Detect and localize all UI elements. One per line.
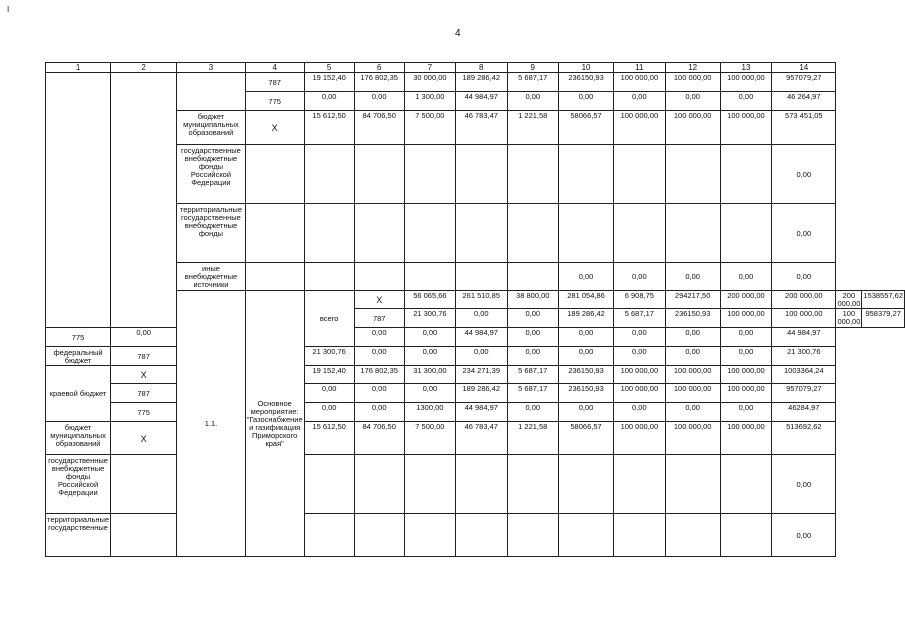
sec1-bmo-col8: 46 783,47 <box>456 422 507 455</box>
sec0-inye-col10: 0,00 <box>558 263 613 291</box>
sec1-kraev-787-col7: 0,00 <box>404 384 455 403</box>
sec1-kraev-787-code: 787 <box>111 384 177 403</box>
sec0-bmo-col11: 100 000,00 <box>614 111 665 145</box>
sec1-kraev-x-col11: 100 000,00 <box>614 366 665 384</box>
sec1-vsego-x-col9: 6 908,75 <box>614 291 665 309</box>
sec0-tgvf-empty <box>354 204 404 263</box>
sec1-vsego-label: всего <box>304 291 354 347</box>
header-col-1: 1 <box>46 63 111 73</box>
sec0-775-col14: 46 264,97 <box>772 92 836 111</box>
sec1-kraev-775-col12: 0,00 <box>665 403 720 422</box>
sec0-bmo-col14: 573 451,05 <box>772 111 836 145</box>
sec1-kraev-775-col9: 0,00 <box>507 403 558 422</box>
budget-table <box>45 62 905 557</box>
page-number: 4 <box>455 28 461 39</box>
sec1-kraev-775-code: 775 <box>111 403 177 422</box>
sec0-name <box>111 73 177 328</box>
sec1-vsego-787-col8: 189 286,42 <box>558 309 613 328</box>
sec1-vsego-787-col6: 0,00 <box>456 309 507 328</box>
sec0-inye-col11: 0,00 <box>614 263 665 291</box>
sec1-vsego-775-col5: 0,00 <box>111 328 177 347</box>
sec0-gvf-empty <box>720 145 771 204</box>
sec1-vsego-775-col7: 0,00 <box>404 328 455 347</box>
sec1-kraev-x-col5: 19 152,40 <box>304 366 354 384</box>
sec0-num <box>46 73 111 328</box>
sec1-kraev-x-col14: 1003364,24 <box>772 366 836 384</box>
sec0-inye-col14: 0,00 <box>772 263 836 291</box>
header-col-9: 9 <box>507 63 558 73</box>
sec0-gvf-empty <box>665 145 720 204</box>
sec1-gvf-empty <box>507 455 558 514</box>
sec0-tgvf-empty <box>456 204 507 263</box>
sec1-tgvf-empty <box>111 514 177 557</box>
sec1-vsego-x-col5: 56 065,66 <box>404 291 455 309</box>
sec1-kraev-775-col7: 1300,00 <box>404 403 455 422</box>
sec0-775-col5: 0,00 <box>304 92 354 111</box>
sec1-tgvf-empty <box>507 514 558 557</box>
sec1-kraev-775-col8: 44 984,97 <box>456 403 507 422</box>
sec1-vsego-787-col9: 5 687,17 <box>614 309 665 328</box>
sec1-kraev-787-col11: 100 000,00 <box>614 384 665 403</box>
sec1-fed-col13: 0,00 <box>720 347 771 366</box>
sec1-gvf-empty <box>558 455 613 514</box>
sec1-bmo-col12: 100 000,00 <box>665 422 720 455</box>
sec0-bmo-col8: 46 783,47 <box>456 111 507 145</box>
sec1-fed-col12: 0,00 <box>665 347 720 366</box>
sec1-kraev-787-col14: 957079,27 <box>772 384 836 403</box>
sec0-tgvf-empty <box>720 204 771 263</box>
table-row <box>46 73 905 92</box>
sec0-bmo-col9: 1 221,58 <box>507 111 558 145</box>
sec1-bmo-col10: 58066,57 <box>558 422 613 455</box>
sec1-vsego-775-col10: 0,00 <box>558 328 613 347</box>
header-col-10: 10 <box>558 63 613 73</box>
sec0-bmo-label: бюджет муниципальных образований <box>177 111 246 145</box>
sec1-tgvf-empty <box>614 514 665 557</box>
sec1-gvf-empty <box>665 455 720 514</box>
sec1-vsego-775-code: 775 <box>46 328 111 347</box>
sec1-gvf-empty <box>456 455 507 514</box>
sec1-kraev-x-col7: 31 300,00 <box>404 366 455 384</box>
sec1-bmo-col11: 100 000,00 <box>614 422 665 455</box>
sec1-vsego-x-col14: 1538557,62 <box>862 291 905 309</box>
sec1-vsego-775-col12: 0,00 <box>665 328 720 347</box>
sec1-gvf-empty <box>404 455 455 514</box>
sec1-kraev-x-col13: 100 000,00 <box>720 366 771 384</box>
sec1-tgvf-total: 0,00 <box>772 514 836 557</box>
sec1-kraev-787-col8: 189 286,42 <box>456 384 507 403</box>
sec0-787-col6: 176 802,35 <box>354 73 404 92</box>
header-col-12: 12 <box>665 63 720 73</box>
sec0-inye-empty <box>404 263 455 291</box>
sec0-gvf-empty <box>507 145 558 204</box>
sec0-787-col13: 100 000,00 <box>720 73 771 92</box>
sec1-tgvf-label: территориальные государственные <box>46 514 111 557</box>
sec1-tgvf-empty <box>558 514 613 557</box>
sec1-vsego-775-col13: 0,00 <box>720 328 771 347</box>
sec0-inye-label: иные внебюджетные источники <box>177 263 246 291</box>
sec0-787-col5: 19 152,40 <box>304 73 354 92</box>
sec1-fed-col5: 21 300,76 <box>304 347 354 366</box>
sec1-bmo-col6: 84 706,50 <box>354 422 404 455</box>
sec1-num: 1.1. <box>177 291 246 557</box>
header-col-14: 14 <box>772 63 836 73</box>
sec1-tgvf-empty <box>720 514 771 557</box>
sec1-tgvf-empty <box>354 514 404 557</box>
sec0-gvf-empty <box>304 145 354 204</box>
sec1-gvf-empty <box>111 455 177 514</box>
sec0-tgvf-total: 0,00 <box>772 204 836 263</box>
sec0-775-col10: 0,00 <box>558 92 613 111</box>
sec0-tgvf-empty <box>558 204 613 263</box>
sec1-fed-col8: 0,00 <box>456 347 507 366</box>
sec1-kraev-787-col9: 5 687,17 <box>507 384 558 403</box>
sec0-787-col9: 5 687,17 <box>507 73 558 92</box>
header-row <box>46 63 905 73</box>
sec1-kraev-787-col5: 0,00 <box>304 384 354 403</box>
sec0-tgvf-empty <box>304 204 354 263</box>
sec0-kraev-label <box>177 73 246 111</box>
sec0-bmo-col10: 58066,57 <box>558 111 613 145</box>
sec1-fed-col11: 0,00 <box>614 347 665 366</box>
sec1-vsego-775-col8: 44 984,97 <box>456 328 507 347</box>
sec0-787-col7: 30 000,00 <box>404 73 455 92</box>
sec0-gvf-empty <box>245 145 304 204</box>
sec0-787-col14: 957079,27 <box>772 73 836 92</box>
sec0-inye-col13: 0,00 <box>720 263 771 291</box>
sec1-kraev-x-col12: 100 000,00 <box>665 366 720 384</box>
sec0-787-col8: 189 286,42 <box>456 73 507 92</box>
table-row <box>46 328 905 347</box>
sec0-775-col13: 0,00 <box>720 92 771 111</box>
table-row <box>46 366 905 384</box>
sec1-vsego-x-col13: 200 000,00 <box>837 291 861 308</box>
sec1-vsego-775-col14: 44 984,97 <box>772 328 836 347</box>
sec0-775-code: 775 <box>245 92 304 111</box>
sec0-bmo-col12: 100 000,00 <box>665 111 720 145</box>
sec1-vsego-775-col9: 0,00 <box>507 328 558 347</box>
header-col-7: 7 <box>404 63 455 73</box>
table-row <box>46 347 905 366</box>
sec1-vsego-787-col12: 100 000,00 <box>772 309 836 328</box>
sec1-vsego-x-col10: 294217,50 <box>665 291 720 309</box>
sec1-bmo-col9: 1 221,58 <box>507 422 558 455</box>
sec0-787-col12: 100 000,00 <box>665 73 720 92</box>
table-row <box>46 455 905 514</box>
sec1-kraev-label: краевой бюджет <box>46 366 111 422</box>
sec1-gvf-empty <box>720 455 771 514</box>
sec1-kraev-775-col13: 0,00 <box>720 403 771 422</box>
sec1-bmo-label: бюджет муниципальных образований <box>46 422 111 455</box>
header-col-3: 3 <box>177 63 246 73</box>
sec1-kraev-x-col6: 176 802,35 <box>354 366 404 384</box>
sec0-tgvf-empty <box>507 204 558 263</box>
sec0-787-col10: 236150,93 <box>558 73 613 92</box>
sec0-inye-empty <box>245 263 304 291</box>
sec0-tgvf-empty <box>404 204 455 263</box>
sec1-kraev-787-col10: 236150,93 <box>558 384 613 403</box>
sec1-vsego-775-col11: 0,00 <box>614 328 665 347</box>
header-col-5: 5 <box>304 63 354 73</box>
sec1-kraev-775-col11: 0,00 <box>614 403 665 422</box>
sec1-kraev-775-col6: 0,00 <box>354 403 404 422</box>
sec1-gvf-empty <box>304 455 354 514</box>
sec1-vsego-787-col5: 21 300,76 <box>404 309 455 328</box>
sec1-vsego-x-col8: 281 054,86 <box>558 291 613 309</box>
sec0-gvf-empty <box>456 145 507 204</box>
sec1-vsego-787-col14: 958379,27 <box>862 309 905 328</box>
sec1-gvf-empty <box>354 455 404 514</box>
sec1-bmo-col14: 513692,62 <box>772 422 836 455</box>
sec0-775-col9: 0,00 <box>507 92 558 111</box>
sec1-fed-code: 787 <box>111 347 177 366</box>
sec1-bmo-col13: 100 000,00 <box>720 422 771 455</box>
sec1-fed-col10: 0,00 <box>558 347 613 366</box>
sec1-vsego-x-col11: 200 000,00 <box>720 291 771 309</box>
sec0-gvf-empty <box>614 145 665 204</box>
sec1-kraev-787-col6: 0,00 <box>354 384 404 403</box>
sec1-fed-col9: 0,00 <box>507 347 558 366</box>
sec0-inye-empty <box>354 263 404 291</box>
table-row <box>46 384 905 403</box>
sec0-775-col8: 44 984,97 <box>456 92 507 111</box>
sec1-bmo-col7: 7 500,00 <box>404 422 455 455</box>
table-row <box>46 403 905 422</box>
header-col-2: 2 <box>111 63 177 73</box>
sec0-inye-empty <box>456 263 507 291</box>
sec0-gvf-empty <box>354 145 404 204</box>
sec1-vsego-787-col11: 100 000,00 <box>720 309 771 328</box>
sec1-fed-col14: 21 300,76 <box>772 347 836 366</box>
sec1-vsego-x-col6: 261 510,85 <box>456 291 507 309</box>
sec0-bmo-col6: 84 706,50 <box>354 111 404 145</box>
header-col-6: 6 <box>354 63 404 73</box>
sec1-fed-label: федеральный бюджет <box>46 347 111 366</box>
sec1-gvf-label: государственные внебюджетные фонды Российской Федерации <box>46 455 111 514</box>
sec0-bmo-col5: 15 612,50 <box>304 111 354 145</box>
sec1-vsego-787-code: 787 <box>354 309 404 328</box>
sec1-vsego-x-code: X <box>354 291 404 309</box>
sec1-tgvf-empty <box>456 514 507 557</box>
sec1-vsego-775-col6: 0,00 <box>354 328 404 347</box>
sec0-gvf-label: государственные внебюджетные фонды Российской Федерации <box>177 145 246 204</box>
sec0-inye-empty <box>304 263 354 291</box>
sec1-gvf-total: 0,00 <box>772 455 836 514</box>
sec0-787-col11: 100 000,00 <box>614 73 665 92</box>
sec1-vsego-x-col7: 38 800,00 <box>507 291 558 309</box>
sec0-tgvf-label: территориальные государственные внебюджетные фонды <box>177 204 246 263</box>
sec0-inye-empty <box>507 263 558 291</box>
sec1-kraev-775-col14: 46284,97 <box>772 403 836 422</box>
sec1-kraev-x-col10: 236150,93 <box>558 366 613 384</box>
sec1-tgvf-empty <box>304 514 354 557</box>
sec0-775-col11: 0,00 <box>614 92 665 111</box>
sec0-bmo-code: X <box>245 111 304 145</box>
sec0-tgvf-empty <box>665 204 720 263</box>
sec1-kraev-775-col5: 0,00 <box>304 403 354 422</box>
sec1-kraev-775-col10: 0,00 <box>558 403 613 422</box>
sec0-gvf-total: 0,00 <box>772 145 836 204</box>
sec1-tgvf-empty <box>404 514 455 557</box>
sec1-bmo-col5: 15 612,50 <box>304 422 354 455</box>
header-col-8: 8 <box>456 63 507 73</box>
sec1-vsego-x-col12: 200 000,00 <box>772 291 836 309</box>
sec1-vsego-787-col10: 236150,93 <box>665 309 720 328</box>
sec1-kraev-787-col12: 100 000,00 <box>665 384 720 403</box>
sec0-inye-col12: 0,00 <box>665 263 720 291</box>
sec0-bmo-col13: 100 000,00 <box>720 111 771 145</box>
sec0-tgvf-empty <box>245 204 304 263</box>
sec1-bmo-code: X <box>111 422 177 455</box>
corner-mark: I <box>7 5 10 14</box>
sec0-787-code: 787 <box>245 73 304 92</box>
sec1-kraev-787-col13: 100 000,00 <box>720 384 771 403</box>
sec1-tgvf-empty <box>665 514 720 557</box>
header-col-11: 11 <box>614 63 665 73</box>
sec0-bmo-col7: 7 500,00 <box>404 111 455 145</box>
header-col-4: 4 <box>245 63 304 73</box>
sec1-gvf-empty <box>614 455 665 514</box>
sec1-kraev-x-col9: 5 687,17 <box>507 366 558 384</box>
sec1-vsego-787-col7: 0,00 <box>507 309 558 328</box>
sec1-vsego-787-col13: 100 000,00 <box>837 309 861 326</box>
sec1-name: Основное мероприятие: "Газоснабжение и газификация Приморского края" <box>245 291 304 557</box>
sec0-tgvf-empty <box>614 204 665 263</box>
sec0-gvf-empty <box>558 145 613 204</box>
sec1-fed-col7: 0,00 <box>404 347 455 366</box>
table-row <box>46 422 905 455</box>
sec1-kraev-x-col8: 234 271,39 <box>456 366 507 384</box>
sec0-775-col12: 0,00 <box>665 92 720 111</box>
header-col-13: 13 <box>720 63 771 73</box>
sec1-fed-col6: 0,00 <box>354 347 404 366</box>
sec1-kraev-x-code: X <box>111 366 177 384</box>
sec0-775-col6: 0,00 <box>354 92 404 111</box>
sec0-gvf-empty <box>404 145 455 204</box>
sec0-775-col7: 1 300,00 <box>404 92 455 111</box>
table-row <box>46 514 905 557</box>
